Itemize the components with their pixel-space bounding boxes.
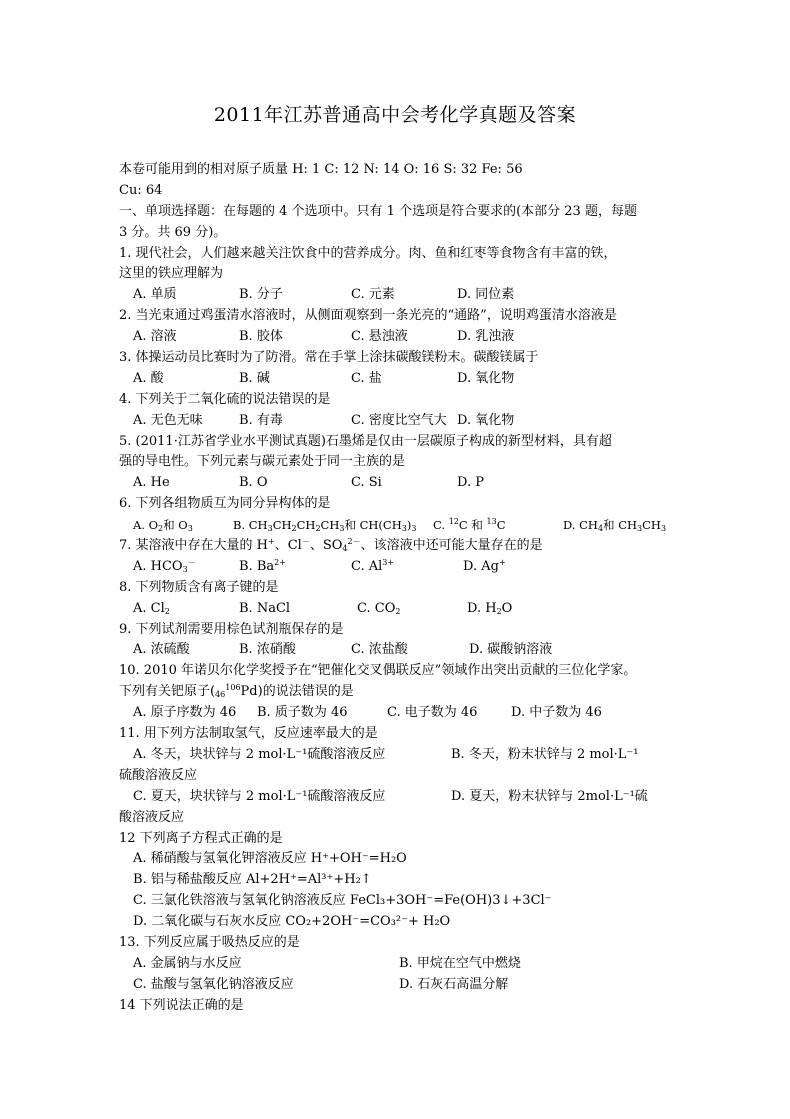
option-c: C. 密度比空气大 [351,412,447,428]
question-6-stem: 6. 下列各组物质互为同分异构体的是 [119,496,331,512]
option-b: B. NaCl [239,600,291,616]
question-4-stem: 4. 下列关于二氧化硫的说法错误的是 [119,391,331,407]
option-d: D. 氧化物 [457,412,515,428]
option-a: A. 金属钠与水反应 [133,955,242,971]
option-c: C. 夏天，块状锌与 2 mol·L⁻¹硫酸溶液反应 [133,788,386,804]
question-3-options [119,369,679,390]
question-1-stem: 1. 现代社会，人们越来越关注饮食中的营养成分。肉、鱼和红枣等食物含有丰富的铁， [119,245,617,261]
question-5-options [119,473,679,494]
question-13-options-ab [119,954,679,975]
question-10-options [119,703,679,724]
option-a: A. $HCO_3^-$ [133,557,196,574]
option-a: A. $O_2$和 $O_3$ [133,518,193,534]
question-11-options-cd [119,787,679,808]
question-14-stem: 14 下列说法正确的是 [119,997,244,1013]
option-c: C. 三氯化铁溶液与氢氧化钠溶液反应 FeCl₃+3OH⁻=Fe(OH)3↓+3Cl⁻ [133,893,552,909]
option-d: D. 同位素 [457,287,515,303]
option-d: D. $H_2O$ [467,600,513,616]
option-d: D. 石灰石高温分解 [399,976,509,992]
option-b: B. 浓硝酸 [239,642,296,658]
option-b: B. $Ba^{2+}$ [239,557,286,574]
option-c: C. $Al^{3+}$ [351,557,395,574]
option-a: A. 酸 [133,370,164,386]
question-8-options [119,599,679,620]
page-title: 2011年江苏普通高中会考化学真题及答案 [213,104,577,126]
question-6-options [119,515,679,536]
option-a: A. 无色无味 [133,412,203,428]
question-10-stem-2: 下列有关钯原子$(_{46}^{106}Pd)$的说法错误的是 [119,683,354,700]
option-c: C. 电子数为 46 [387,705,478,721]
question-9-options [119,640,679,661]
question-4-options [119,411,679,432]
question-7-options [119,557,679,578]
option-c: C. 元素 [351,287,395,303]
question-11-stem: 11. 用下列方法制取氢气，反应速率最大的是 [119,726,378,742]
question-7-stem-end: 、该溶液中还可能大量存在的是 [360,538,543,554]
option-b: B. 分子 [239,287,283,303]
option-b: B. 铝与稀盐酸反应 Al+2H⁺=Al³⁺+H₂↑ [133,872,372,888]
question-13-options-cd [119,975,679,996]
option-b: B. 甲烷在空气中燃烧 [399,955,521,971]
option-d: D. 二氧化碳与石灰水反应 CO₂+2OH⁻=CO₃²⁻+ H₂O [133,914,451,930]
question-11-options-ab [119,745,679,766]
option-d: D. 碳酸钠溶液 [469,642,553,658]
option-c: C. Si [351,475,382,491]
question-11-option-d-cont: 酸溶液反应 [119,809,185,825]
option-c: C. 悬浊液 [351,329,408,345]
option-c: C. 盐 [351,370,382,386]
option-c: C. 浓盐酸 [351,642,408,658]
question-2-stem: 2. 当光束通过鸡蛋清水溶液时，从侧面观察到一条光亮的“通路”，说明鸡蛋清水溶液是 [119,308,617,324]
question-7-stem-start: 7. 某溶液中存在大量的 H [119,538,269,554]
option-b: B. 胶体 [239,329,283,345]
option-d: D. 氧化物 [457,370,515,386]
option-d-text: D. Ag [463,558,499,574]
question-11-option-b-cont: 硫酸溶液反应 [119,767,198,783]
option-d: D. 中子数为 46 [511,705,602,721]
option-a: A. He [133,475,170,491]
question-2-options [119,327,679,348]
option-a: A. 溶液 [133,329,177,345]
option-b: B. 碱 [239,370,270,386]
option-a: A. $Cl_2$ [133,600,170,616]
option-a: A. 原子序数为 46 [133,705,237,721]
option-b: B. O [239,475,268,491]
question-5-stem: 5. (2011·江苏省学业水平测试真题)石墨烯是仅由一层碳原子构成的新型材料，具有超 [119,433,612,449]
option-c: C. 盐酸与氢氧化钠溶液反应 [133,976,294,992]
question-3-stem: 3. 体操运动员比赛时为了防滑。常在手掌上涂抹碳酸镁粉末。碳酸镁属于 [119,350,539,366]
atomic-mass-line: 本卷可能用到的相对原子质量 H: 1 C: 12 N: 14 O: 16 S: 32 Fe: 56 [119,162,523,177]
section-heading: 一、单项选择题：在每题的 4 个选项中。只有 1 个选项是符合要求的(本部分 23 题，每题 [119,203,637,219]
option-d: D. Ag+ [463,557,506,578]
question-10-stem-2b: Pd)的说法错误的是 [240,684,354,700]
option-d: D. 乳浊液 [457,329,515,345]
question-7-stem: 7. 某溶液中存在大量的 H+、Cl－、$SO_4^{2-}$、该溶液中还可能大量存在的是 [119,537,543,554]
question-8-stem: 8. 下列物质含有离子键的是 [119,579,279,595]
option-a: A. 单质 [133,287,177,303]
exam-content [119,160,679,1017]
question-1-stem-2: 这里的铁应理解为 [119,266,224,282]
option-d: D. 夏天，粉末状锌与 2mol·L⁻¹硫 [451,788,648,804]
question-10-stem: 10. 2010 年诺贝尔化学奖授予在“钯催化交叉偶联反应”领域作出突出贡献的三位化学家。 [119,663,637,679]
option-b: B. $CH_3CH_2CH_2CH_3$和 $CH(CH_3)_3$ [233,518,417,534]
atomic-mass-line-2: Cu: 64 [119,182,163,198]
question-1-options [119,285,679,306]
option-a: A. 冬天，块状锌与 2 mol·L⁻¹硫酸溶液反应 [133,746,386,762]
option-a: A. 浓硫酸 [133,642,190,658]
section-heading-2: 3 分。共 69 分)。 [119,224,227,240]
option-b: B. 质子数为 46 [257,705,348,721]
option-d: D. P [457,475,484,491]
question-13-stem: 13. 下列反应属于吸热反应的是 [119,934,300,950]
option-d: D. $CH_4$和 $CH_3CH_3$ [563,518,667,534]
question-9-stem: 9. 下列试剂需要用棕色试剂瓶保存的是 [119,621,344,637]
option-c: C. $CO_2$ [357,600,401,616]
question-12-stem: 12 下列离子方程式正确的是 [119,830,283,846]
option-c: C. $^{12}$C 和 $^{13}$C [433,517,506,533]
question-5-stem-2: 强的导电性。下列元素与碳元素处于同一主族的是 [119,454,406,470]
question-10-stem-2a: 下列有关钯原子( [119,684,216,700]
option-a: A. 稀硝酸与氢氧化钾溶液反应 H⁺+OH⁻=H₂O [133,851,407,867]
option-b: B. 冬天，粉末状锌与 2 mol·L⁻¹ [451,746,639,762]
option-b: B. 有毒 [239,412,283,428]
